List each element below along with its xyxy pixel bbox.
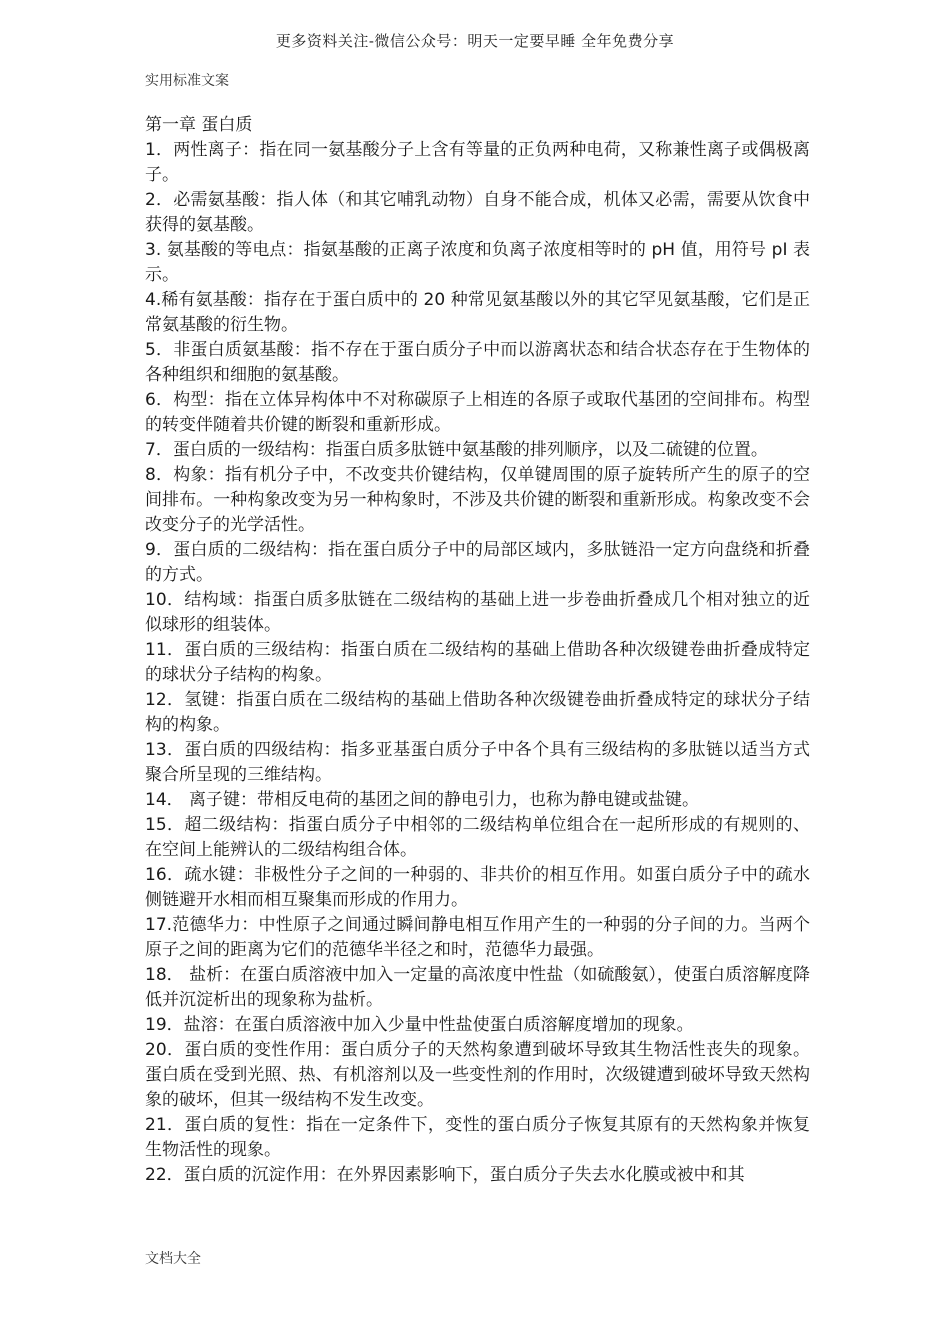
definition-entry: 2．必需氨基酸：指人体（和其它哺乳动物）自身不能合成，机体又必需，需要从饮食中获得的氨基酸。 [145, 190, 810, 235]
definition-entry: 21．蛋白质的复性：指在一定条件下，变性的蛋白质分子恢复其原有的天然构象并恢复生物活性的现象。 [145, 1115, 810, 1160]
definition-entry: 4.稀有氨基酸：指存在于蛋白质中的 20 种常见氨基酸以外的其它罕见氨基酸，它们是正常氨基酸的衍生物。 [145, 290, 810, 335]
definition-entry: 12．氢键：指蛋白质在二级结构的基础上借助各种次级键卷曲折叠成特定的球状分子结构的构象。 [145, 690, 810, 735]
top-banner: 更多资料关注-微信公众号：明天一定要早睡 全年免费分享 [275, 32, 675, 50]
definition-entry: 18． 盐析：在蛋白质溶液中加入一定量的高浓度中性盐（如硫酸氨），使蛋白质溶解度降低并沉淀析出的现象称为盐析。 [145, 965, 810, 1010]
definition-entry: 13．蛋白质的四级结构：指多亚基蛋白质分子中各个具有三级结构的多肽链以适当方式聚合所呈现的三维结构。 [145, 740, 810, 785]
definition-entry: 5．非蛋白质氨基酸：指不存在于蛋白质分子中而以游离状态和结合状态存在于生物体的各种组织和细胞的氨基酸。 [145, 340, 810, 385]
definition-entry: 19．盐溶：在蛋白质溶液中加入少量中性盐使蛋白质溶解度增加的现象。 [145, 1015, 694, 1035]
definition-entry: 15．超二级结构：指蛋白质分子中相邻的二级结构单位组合在一起所形成的有规则的、在空间上能辨认的二级结构组合体。 [145, 815, 810, 860]
document-body [145, 113, 810, 1188]
definition-entry: 16．疏水键：非极性分子之间的一种弱的、非共价的相互作用。如蛋白质分子中的疏水侧链避开水相而相互聚集而形成的作用力。 [145, 865, 810, 910]
document-footer: 文档大全 [145, 1251, 201, 1267]
document-header: 实用标准文案 [145, 73, 229, 89]
definition-entry: 1．两性离子：指在同一氨基酸分子上含有等量的正负两种电荷，又称兼性离子或偶极离子。 [145, 140, 810, 185]
chapter-title: 第一章 蛋白质 [145, 115, 253, 135]
definition-entry: 6．构型：指在立体异构体中不对称碳原子上相连的各原子或取代基团的空间排布。构型的转变伴随着共价键的断裂和重新形成。 [145, 390, 810, 435]
definition-entry: 9．蛋白质的二级结构：指在蛋白质分子中的局部区域内，多肽链沿一定方向盘绕和折叠的方式。 [145, 540, 810, 585]
definition-entry: 10．结构域：指蛋白质多肽链在二级结构的基础上进一步卷曲折叠成几个相对独立的近似球形的组装体。 [145, 590, 810, 635]
definition-entry: 7．蛋白质的一级结构：指蛋白质多肽链中氨基酸的排列顺序，以及二硫键的位置。 [145, 440, 768, 460]
definition-entry: 20．蛋白质的变性作用：蛋白质分子的天然构象遭到破坏导致其生物活性丧失的现象。蛋白质在受到光照、热、有机溶剂以及一些变性剂的作用时，次级键遭到破坏导致天然构象的破坏，但其一级结构不发生改变。 [145, 1040, 810, 1110]
definition-entry: 3. 氨基酸的等电点：指氨基酸的正离子浓度和负离子浓度相等时的 pH 值，用符号 pI 表示。 [145, 240, 810, 285]
definition-entry: 14． 离子键：带相反电荷的基团之间的静电引力，也称为静电键或盐键。 [145, 790, 700, 810]
definition-entry: 22．蛋白质的沉淀作用：在外界因素影响下，蛋白质分子失去水化膜或被中和其 [145, 1165, 745, 1185]
definition-entry: 11．蛋白质的三级结构：指蛋白质在二级结构的基础上借助各种次级键卷曲折叠成特定的球状分子结构的构象。 [145, 640, 810, 685]
definition-entry: 8．构象：指有机分子中，不改变共价键结构，仅单键周围的原子旋转所产生的原子的空间排布。一种构象改变为另一种构象时，不涉及共价键的断裂和重新形成。构象改变不会改变分子的光学活性。 [145, 465, 810, 535]
definition-entry: 17.范德华力：中性原子之间通过瞬间静电相互作用产生的一种弱的分子间的力。当两个原子之间的距离为它们的范德华半径之和时，范德华力最强。 [145, 915, 810, 960]
